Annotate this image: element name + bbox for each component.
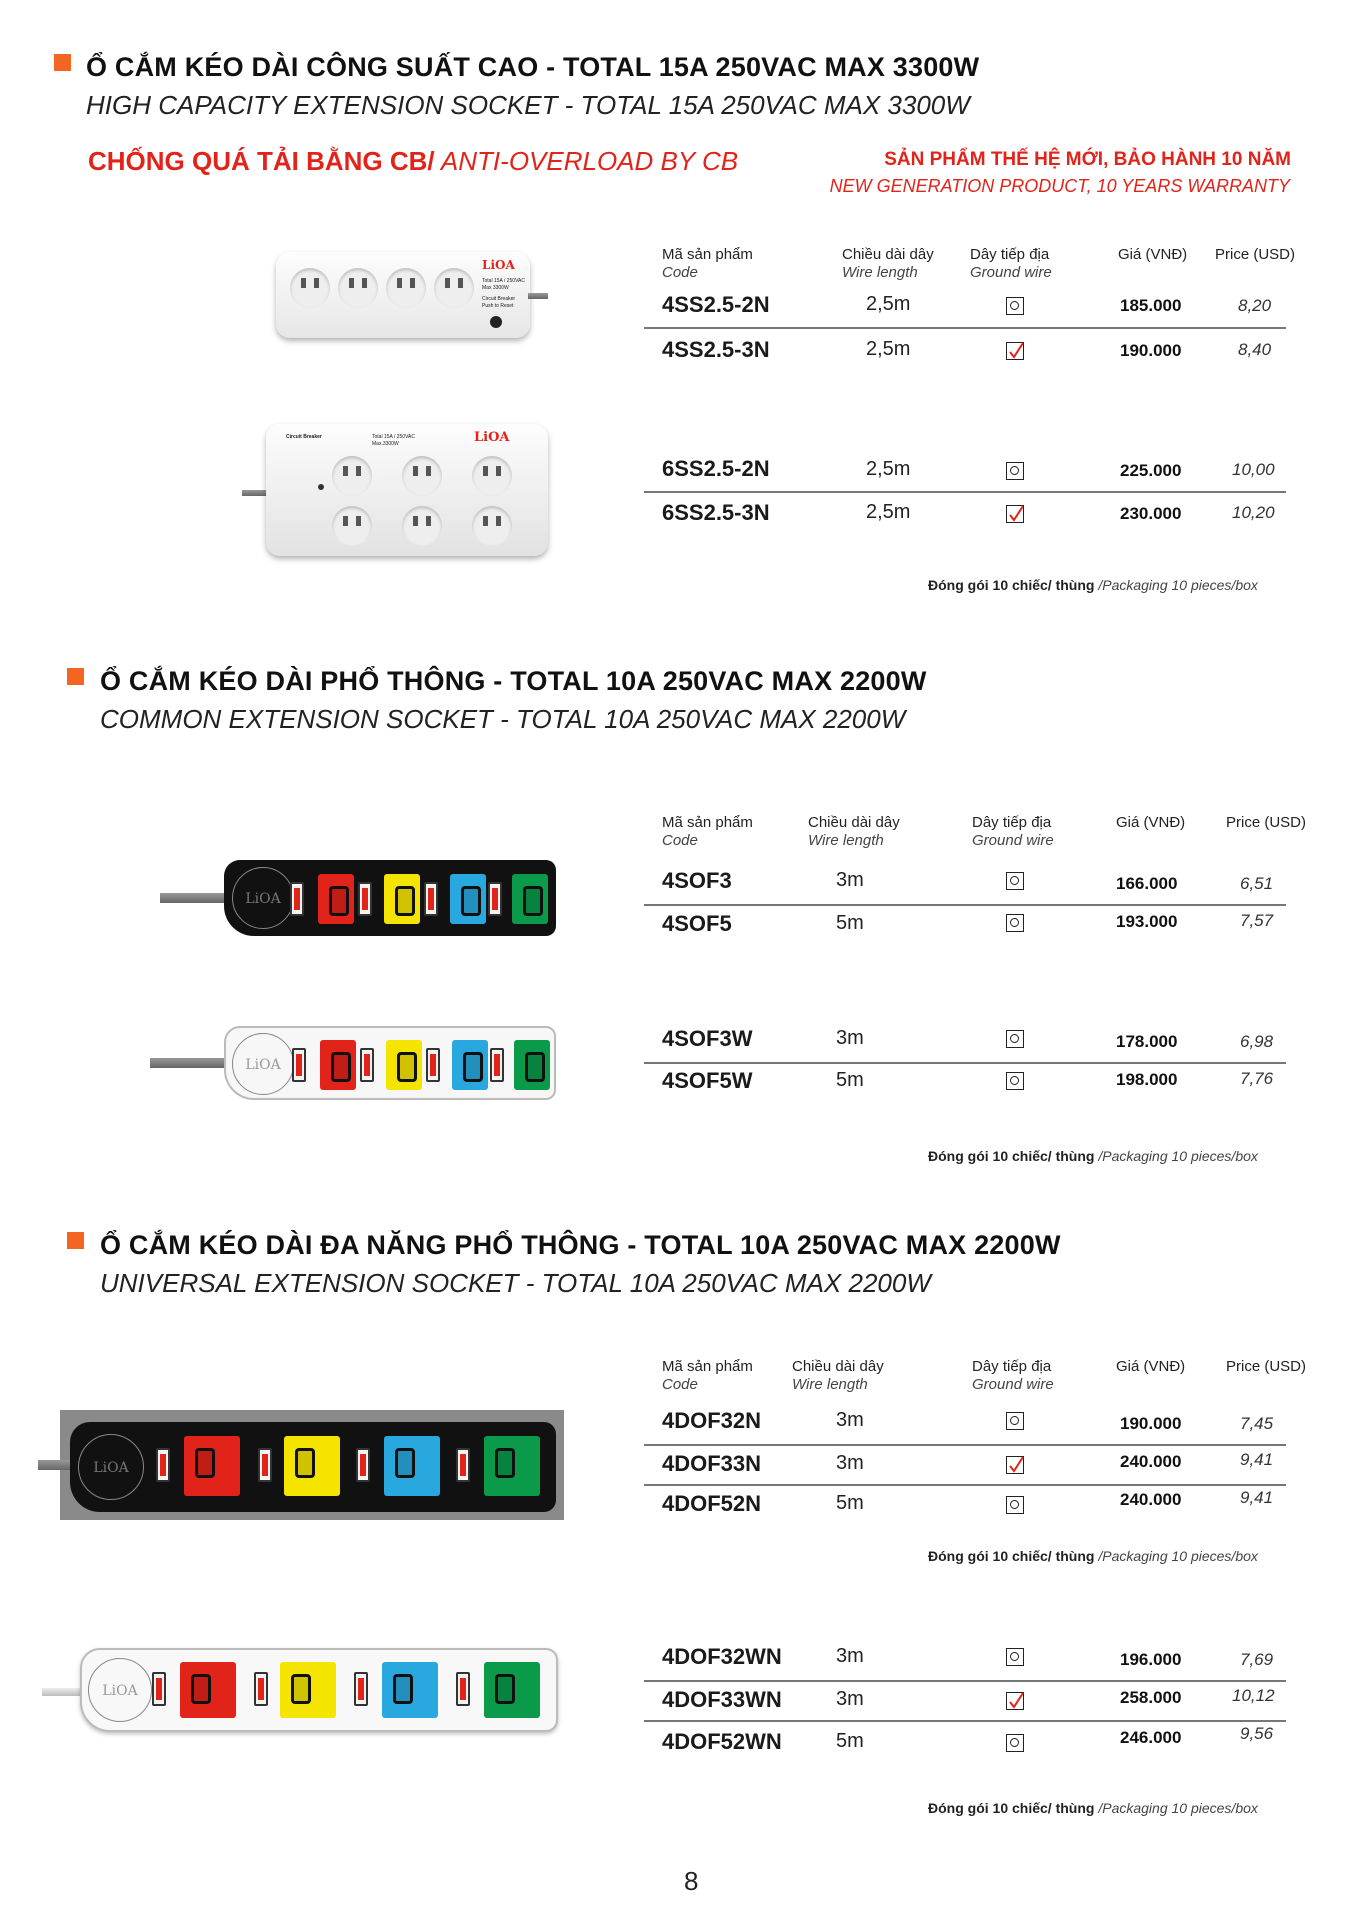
header-ground-wire: Dây tiếp địa Ground wire [972,814,1054,849]
socket-yellow-icon [284,1436,340,1496]
switch-icon [358,882,372,916]
section1-title-en: HIGH CAPACITY EXTENSION SOCKET - TOTAL 15A 250VAC MAX 3300W [86,90,970,120]
product-image-4sof [224,860,556,936]
no-ground-icon [1006,1072,1024,1090]
reset-button-icon [490,316,502,328]
switch-icon [258,1448,272,1482]
row-length: 2,5m [866,501,911,523]
row-price-usd: 9,56 [1240,1724,1274,1743]
row-length: 5m [836,1730,864,1752]
socket-blue-icon [452,1040,488,1090]
brand-logo: LiOA [88,1658,152,1722]
row-divider [644,904,1286,906]
power-cord [38,1460,72,1470]
switch-icon [356,1448,370,1482]
row-code: 4DOF32WN [662,1644,782,1669]
row-length: 2,5m [866,293,911,315]
product-image-4dofw [80,1648,558,1732]
header-code: Mã sản phẩm Code [662,1358,753,1393]
product-spec-text: Total 15A / 250VAC Max.3300W [372,434,415,447]
row-price-vnd: 185.000 [1120,296,1182,315]
product-image-4dof [60,1410,564,1520]
row-price-usd: 8,40 [1238,340,1272,359]
header-price-vnd: Giá (VNĐ) [1118,246,1188,263]
socket-yellow-icon [386,1040,422,1090]
ground-check-icon [1006,505,1024,523]
brand-logo: LiOA [78,1434,144,1500]
switch-icon [292,1048,306,1082]
product-spec-text: Total 15A / 250VAC Max 3300W [482,278,525,291]
row-price-usd: 7,69 [1240,1650,1274,1669]
row-code: 4SS2.5-2N [662,292,770,317]
row-price-vnd: 246.000 [1120,1728,1182,1747]
row-price-vnd: 230.000 [1120,504,1182,523]
outlet-icon [472,506,512,546]
header-code: Mã sản phẩm Code [662,246,753,281]
row-code: 4DOF33N [662,1451,762,1476]
section2-title-en: COMMON EXTENSION SOCKET - TOTAL 10A 250VAC MAX 2200W [100,704,906,734]
row-price-usd: 7,45 [1240,1414,1274,1433]
row-price-usd: 10,00 [1232,460,1275,479]
socket-green-icon [484,1662,540,1718]
row-price-vnd: 196.000 [1120,1650,1182,1669]
row-length: 3m [836,1452,864,1474]
switch-icon [290,882,304,916]
socket-blue-icon [384,1436,440,1496]
section2-title-vn: Ổ CẮM KÉO DÀI PHỔ THÔNG - TOTAL 10A 250VAC MAX 2200W [100,666,927,696]
header-price-vnd: Giá (VNĐ) [1116,1358,1186,1375]
row-price-usd: 10,20 [1232,503,1275,522]
row-price-vnd: 225.000 [1120,461,1182,480]
ground-check-icon [1006,1456,1024,1474]
row-length: 5m [836,1069,864,1091]
row-length: 5m [836,912,864,934]
socket-red-icon [320,1040,356,1090]
page-number: 8 [684,1866,699,1896]
product-image-6ss [266,424,548,556]
section1-subtitle-en: ANTI-OVERLOAD BY CB [434,146,739,176]
outlet-icon [332,456,372,496]
switch-icon [490,1048,504,1082]
switch-icon [156,1448,170,1482]
row-price-vnd: 258.000 [1120,1688,1182,1707]
row-price-usd: 6,98 [1240,1032,1274,1051]
row-price-usd: 7,57 [1240,911,1274,930]
row-length: 3m [836,1027,864,1049]
header-ground-wire: Dây tiếp địa Ground wire [972,1358,1054,1393]
outlet-icon [290,268,330,308]
switch-icon [488,882,502,916]
row-code: 4SOF5 [662,911,732,936]
row-price-vnd: 190.000 [1120,341,1182,360]
row-price-vnd: 198.000 [1116,1070,1178,1089]
header-wire-length: Chiều dài dây Wire length [842,246,934,281]
no-ground-icon [1006,1648,1024,1666]
row-divider [644,1062,1286,1064]
socket-blue-icon [382,1662,438,1718]
header-price-usd: Price (USD) [1215,246,1296,263]
outlet-icon [386,268,426,308]
indicator-light-icon [318,484,324,490]
warranty-vn: SẢN PHẨM THẾ HỆ MỚI, BẢO HÀNH 10 NĂM [884,149,1291,170]
no-ground-icon [1006,872,1024,890]
section2-bullet-icon [67,668,84,685]
no-ground-icon [1006,1412,1024,1430]
switch-icon [354,1672,368,1706]
header-wire-length: Chiều dài dây Wire length [792,1358,884,1393]
row-divider [644,1444,1286,1446]
section1-bullet-icon [54,54,71,71]
row-price-usd: 6,51 [1240,874,1274,893]
no-ground-icon [1006,297,1024,315]
row-price-vnd: 178.000 [1116,1032,1178,1051]
row-divider [644,327,1286,329]
row-price-usd: 9,41 [1240,1450,1274,1469]
section3-title-en: UNIVERSAL EXTENSION SOCKET - TOTAL 10A 250VAC MAX 2200W [100,1268,931,1298]
socket-strip-black [70,1422,556,1512]
product-image-4sofw [224,1026,556,1100]
header-code: Mã sản phẩm Code [662,814,753,849]
switch-icon [456,1448,470,1482]
ground-check-icon [1006,342,1024,360]
packaging-note: Đóng gói 10 chiếc/ thùng /Packaging 10 pieces/box [928,1548,1258,1564]
socket-green-icon [484,1436,540,1496]
row-length: 5m [836,1492,864,1514]
section3-title-vn: Ổ CẮM KÉO DÀI ĐA NĂNG PHỔ THÔNG - TOTAL 10A 250VAC MAX 2200W [100,1230,1061,1260]
socket-red-icon [318,874,354,924]
header-ground-wire: Dây tiếp địa Ground wire [970,246,1052,281]
power-cord [528,293,548,299]
switch-icon [152,1672,166,1706]
socket-yellow-icon [280,1662,336,1718]
socket-green-icon [512,874,548,924]
row-code: 4SS2.5-3N [662,337,770,362]
section1-title-vn: Ổ CẮM KÉO DÀI CÔNG SUẤT CAO - TOTAL 15A 250VAC MAX 3300W [86,52,980,82]
row-divider [644,1484,1286,1486]
socket-red-icon [180,1662,236,1718]
packaging-note: Đóng gói 10 chiếc/ thùng /Packaging 10 pieces/box [928,1148,1258,1164]
brand-logo: LiOA [232,1033,294,1095]
power-cord [150,1058,230,1068]
outlet-icon [402,456,442,496]
no-ground-icon [1006,1496,1024,1514]
section3-bullet-icon [67,1232,84,1249]
switch-icon [456,1672,470,1706]
outlet-icon [434,268,474,308]
row-code: 4SOF5W [662,1068,753,1093]
row-price-usd: 9,41 [1240,1488,1274,1507]
row-price-vnd: 193.000 [1116,912,1178,931]
socket-blue-icon [450,874,486,924]
row-price-usd: 10,12 [1232,1686,1275,1705]
row-divider [644,491,1286,493]
product-image-4ss [276,252,530,338]
row-length: 3m [836,1688,864,1710]
switch-icon [424,882,438,916]
packaging-note: Đóng gói 10 chiếc/ thùng /Packaging 10 pieces/box [928,1800,1258,1816]
product-cb-text: Circuit Breaker Push to Reset [482,296,516,309]
section1-subtitle [88,146,738,177]
row-length: 3m [836,1645,864,1667]
brand-logo: LiOA [482,258,515,272]
header-price-usd: Price (USD) [1226,814,1307,831]
row-code: 4SOF3W [662,1026,753,1051]
row-code: 4DOF52N [662,1491,762,1516]
outlet-icon [338,268,378,308]
switch-icon [426,1048,440,1082]
row-code: 4DOF52WN [662,1729,782,1754]
outlet-icon [402,506,442,546]
row-price-vnd: 240.000 [1120,1452,1182,1471]
warranty-en: NEW GENERATION PRODUCT, 10 YEARS WARRANTY [829,176,1290,196]
socket-red-icon [184,1436,240,1496]
brand-logo: LiOA [232,867,294,929]
row-price-vnd: 166.000 [1116,874,1178,893]
row-price-vnd: 240.000 [1120,1490,1182,1509]
header-price-vnd: Giá (VNĐ) [1116,814,1186,831]
brand-logo: LiOA [474,430,510,445]
row-length: 2,5m [866,458,911,480]
header-price-usd: Price (USD) [1226,1358,1307,1375]
row-length: 2,5m [866,338,911,360]
no-ground-icon [1006,462,1024,480]
row-length: 3m [836,1409,864,1431]
row-code: 6SS2.5-2N [662,456,770,481]
row-price-usd: 7,76 [1240,1069,1274,1088]
section1-subtitle-vn: CHỐNG QUÁ TẢI BẰNG CB/ [88,146,435,176]
row-code: 4DOF33WN [662,1687,782,1712]
socket-yellow-icon [384,874,420,924]
socket-green-icon [514,1040,550,1090]
switch-icon [360,1048,374,1082]
product-cb-text: Circuit Breaker [286,434,322,440]
switch-icon [254,1672,268,1706]
no-ground-icon [1006,914,1024,932]
row-price-vnd: 190.000 [1120,1414,1182,1433]
row-code: 4SOF3 [662,868,732,893]
header-wire-length: Chiều dài dây Wire length [808,814,900,849]
outlet-icon [332,506,372,546]
power-cord [160,893,230,903]
packaging-note: Đóng gói 10 chiếc/ thùng /Packaging 10 pieces/box [928,577,1258,593]
ground-check-icon [1006,1692,1024,1710]
row-code: 6SS2.5-3N [662,500,770,525]
row-code: 4DOF32N [662,1408,762,1433]
outlet-icon [472,456,512,496]
row-divider [644,1680,1286,1682]
row-price-usd: 8,20 [1238,296,1272,315]
row-length: 3m [836,869,864,891]
no-ground-icon [1006,1734,1024,1752]
no-ground-icon [1006,1030,1024,1048]
row-divider [644,1720,1286,1722]
